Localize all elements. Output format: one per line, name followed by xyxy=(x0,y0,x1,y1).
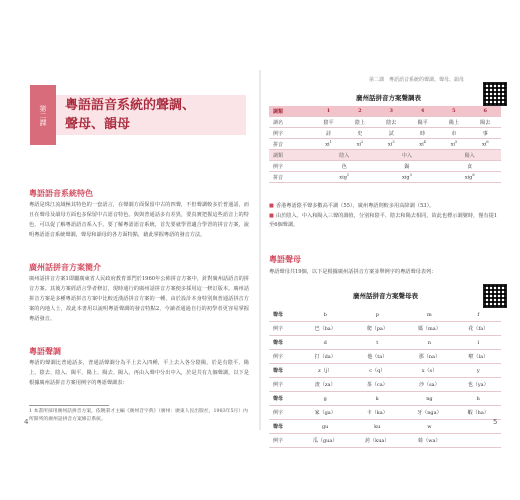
table-row xyxy=(269,139,501,150)
table-cell: 陽入 xyxy=(438,150,501,161)
section-heading-initials: 粵語聲母 xyxy=(269,255,301,264)
table-cell: d xyxy=(299,336,351,350)
table-cell: 錫 xyxy=(376,161,439,172)
table-cell xyxy=(470,139,501,150)
table-cell: 1 xyxy=(313,106,344,117)
tone-mark: 1 xyxy=(329,140,332,145)
right-page xyxy=(261,70,510,444)
table-cell: 爬（pa） xyxy=(351,322,403,336)
table-cell: 例字 xyxy=(269,322,299,336)
bullet-icon: ■ xyxy=(269,213,274,219)
table-cell: 拼音 xyxy=(269,172,313,183)
chapter-title xyxy=(65,96,250,134)
table-cell: 例字 xyxy=(269,406,299,420)
table-row xyxy=(269,161,501,172)
tone-table-header-row xyxy=(269,106,501,117)
table-cell: 中入 xyxy=(376,150,439,161)
table-cell: 牙（nga） xyxy=(403,406,455,420)
table-cell: 媽（ma） xyxy=(403,322,455,336)
table-cell: 例字 xyxy=(269,350,299,364)
table-cell: h xyxy=(456,392,501,406)
table-cell: t xyxy=(351,336,403,350)
table-cell: 花（fa） xyxy=(456,322,501,336)
table-cell: 也（ya） xyxy=(456,378,501,392)
tone-mark: 2 xyxy=(360,140,364,145)
table-cell: 蛙（wa） xyxy=(403,434,455,448)
table-cell: y xyxy=(456,364,501,378)
tone-mark: 6 xyxy=(486,140,489,145)
table-cell: 誇（kua） xyxy=(351,434,403,448)
section-heading-tones: 粵語聲調 xyxy=(29,347,61,356)
section-heading-scheme-intro: 廣州話拼音方案簡介 xyxy=(29,263,101,272)
table-cell: 陽去 xyxy=(470,117,501,128)
table-cell xyxy=(376,139,407,150)
note-text: 由於陰入、中入和陽入三聲的調值，分別和陰平、陰去和陽去相同，故此也標示調號時，僅有提1至6個聲調。 xyxy=(269,213,498,228)
running-head: 第二課 粵語語音系統的聲調、聲母、韻母 xyxy=(369,77,465,83)
table-cell: w xyxy=(403,420,455,434)
table-cell: 調名 xyxy=(269,117,313,128)
table-cell: 聲母 xyxy=(269,392,299,406)
note-item xyxy=(269,202,501,211)
table-cell: 聲母 xyxy=(269,420,299,434)
table-row xyxy=(269,350,501,364)
table-cell: 事 xyxy=(470,128,501,139)
table-cell: ku xyxy=(351,420,403,434)
paragraph-scheme-intro: 廣州話拼音方案1即屬廣東省人民政府教育部門於1960年公佈拼音方案中，針對廣州話語音的拼音方案。其後方案經語言學者修訂，現時通行的廣州話拼音方案便多採用這一修訂版本。廣州話拼音方案是多種粵語拼音方案中比較近漢語拼音方案的一種，由於設計本身特別與普通話拼音方案的內地人士，故此本書用以說明粵語聲調的發音特點2，今讀者通過自行的初學者更容易掌握粵語發音。 xyxy=(29,276,249,322)
initials-intro: 粵語聲母共19個，以下是根據廣州話拼音方案並舉例字的粵語聲母表列： xyxy=(269,269,437,275)
table-cell: 啦（la） xyxy=(456,350,501,364)
table-row xyxy=(269,392,501,406)
table-cell: 聲母 xyxy=(269,336,299,350)
table-cell: 時 xyxy=(407,128,438,139)
table-cell: z（j） xyxy=(299,364,351,378)
pinyin: xi xyxy=(481,141,487,148)
paragraph-tones: 粵語的聲調比普通話多，普通話聲調分為平上去入四種，平上去入各分陰陽，於是有陰平、陽上、陰去、陰入、陽平、陽上、陽去、陽入，再由入聲中分出中入，於是共有九個聲調，以下是根據廣州話拼音方案用例字的粵語聲調表： xyxy=(29,360,249,386)
table-cell: 市 xyxy=(438,128,469,139)
qr-code-icon xyxy=(483,82,507,106)
table-cell: 例字 xyxy=(269,434,299,448)
table-cell xyxy=(344,139,375,150)
chapter-title-line-2: 聲母、韻母 xyxy=(65,117,131,132)
table-cell: p xyxy=(351,308,403,322)
table-cell: n xyxy=(403,336,455,350)
table-cell: gu xyxy=(299,420,351,434)
chapter-title-line-1: 粵語語音系統的聲調、 xyxy=(65,98,196,113)
table-cell: 史 xyxy=(344,128,375,139)
table-cell: 例字 xyxy=(269,128,313,139)
table-row xyxy=(269,322,501,336)
table-cell: 5 xyxy=(438,106,469,117)
table-row xyxy=(269,128,501,139)
table-cell: c（q） xyxy=(351,364,403,378)
table-cell: 那（na） xyxy=(403,350,455,364)
table-cell: 聲母 xyxy=(269,308,299,322)
table-cell: 6 xyxy=(470,106,501,117)
table-cell: 茶（ca） xyxy=(351,378,403,392)
table-cell: 拼音 xyxy=(269,139,313,150)
pinyin: xi xyxy=(419,141,424,148)
table-cell: x（s） xyxy=(403,364,455,378)
table-row xyxy=(269,420,501,434)
table-cell: 陽平 xyxy=(407,117,438,128)
bullet-icon: ■ xyxy=(269,203,274,209)
table-cell: 陰上 xyxy=(344,117,375,128)
tone-mark: 4 xyxy=(423,140,426,145)
table-cell: k xyxy=(351,392,403,406)
table-cell: 試 xyxy=(376,128,407,139)
table-cell: 家（ga） xyxy=(299,406,351,420)
table-cell: 陰入 xyxy=(313,150,376,161)
table-cell: 聲母 xyxy=(269,364,299,378)
table-cell: 卡（ka） xyxy=(351,406,403,420)
chapter-tab: 第二課 xyxy=(30,85,56,145)
pinyin: xig xyxy=(401,174,410,181)
table-row xyxy=(269,308,501,322)
book-spread xyxy=(10,70,510,444)
table-cell: 調類 xyxy=(269,106,313,117)
table-cell: 調類 xyxy=(269,150,313,161)
tone-mark: 5 xyxy=(455,140,458,145)
tone-mark: 6 xyxy=(472,173,475,178)
pinyin: xi xyxy=(356,141,361,148)
table-cell: 他（ta） xyxy=(351,350,403,364)
table-cell: 打（da） xyxy=(299,350,351,364)
table-cell: 瓜（gua） xyxy=(299,434,351,448)
tone-mark: 1 xyxy=(346,173,350,178)
table-cell xyxy=(456,434,501,448)
tone-table-title: 廣州話拼音方案聲調表 xyxy=(356,94,421,102)
footnote: 1 本書所採用廣州話拼音方案，依饒秉才主編《廣州音字典》（廣州：廣東人民出版社，1983年5月）內所開列的廣州話拼音方案修訂系統。 xyxy=(29,409,248,422)
table-row xyxy=(269,117,501,128)
table-cell xyxy=(376,172,439,183)
table-cell: 4 xyxy=(407,106,438,117)
table-row xyxy=(269,336,501,350)
table-row xyxy=(269,406,501,420)
table-cell: 3 xyxy=(376,106,407,117)
initials-table xyxy=(269,308,501,448)
table-cell: m xyxy=(403,308,455,322)
table-cell: 渣（za） xyxy=(299,378,351,392)
table-cell xyxy=(313,172,376,183)
page-number-right: 5 xyxy=(493,418,498,426)
table-cell: 食 xyxy=(438,161,501,172)
paragraph-features: 粵語是珠江流域極其特色的一套語言，在聲調方面保留中古的四聲，不但聲調較多於普通話，而且在聲母及韻母方面也多保留中古語音特色。與與普通話多有差異，要真實把握這些語音上的特色，可以促了解粵語語音系入手。要了解粵語語音系統，首先要就學習適合學習的拼音方案，說明粵語語音系統聲調，聲母和韻母的各方面特點，藉此掌握粵語的發音方法。 xyxy=(29,202,249,238)
table-row xyxy=(269,150,501,161)
note-text: 香港粵語陰平聲多數高平調（55），廣州粵語則較多用高降調（53）。 xyxy=(275,203,435,209)
pinyin: xi xyxy=(450,141,456,148)
tone-mark: 3 xyxy=(409,173,412,178)
table-cell: 蝦（ha） xyxy=(456,406,501,420)
tone-table xyxy=(269,106,501,183)
table-cell xyxy=(407,139,438,150)
qr-code-icon xyxy=(483,284,507,308)
section-heading-features: 粵語語音系統特色 xyxy=(29,189,93,198)
table-cell: l xyxy=(456,336,501,350)
tone-notes xyxy=(269,202,501,231)
table-cell xyxy=(438,139,469,150)
table-cell xyxy=(438,172,501,183)
table-cell xyxy=(313,139,344,150)
table-cell: ng xyxy=(403,392,455,406)
chapter-banner xyxy=(10,85,259,145)
table-row xyxy=(269,172,501,183)
initials-table-title: 廣州話拼音方案聲母表 xyxy=(353,292,418,300)
table-cell: b xyxy=(299,308,351,322)
pinyin: xig xyxy=(339,174,347,181)
note-item xyxy=(269,212,501,230)
tone-mark: 3 xyxy=(392,140,395,145)
footnote-rule xyxy=(29,405,109,406)
pinyin: xi xyxy=(387,141,393,148)
pinyin: xi xyxy=(325,141,330,148)
table-cell: 詩 xyxy=(313,128,344,139)
table-cell: 例字 xyxy=(269,161,313,172)
table-cell: f xyxy=(456,308,501,322)
table-cell: 巴（ba） xyxy=(299,322,351,336)
table-cell: 沙（sa） xyxy=(403,378,455,392)
table-cell: 陰平 xyxy=(313,117,344,128)
table-row xyxy=(269,364,501,378)
left-page xyxy=(10,70,259,430)
table-row xyxy=(269,378,501,392)
page-number-left: 4 xyxy=(24,418,29,426)
table-cell: 陰去 xyxy=(376,117,407,128)
table-cell: 2 xyxy=(344,106,375,117)
table-cell: 色 xyxy=(313,161,376,172)
table-cell: g xyxy=(299,392,351,406)
pinyin: xig xyxy=(464,174,473,181)
table-cell: 例字 xyxy=(269,378,299,392)
table-row xyxy=(269,434,501,448)
table-cell: 陽上 xyxy=(438,117,469,128)
